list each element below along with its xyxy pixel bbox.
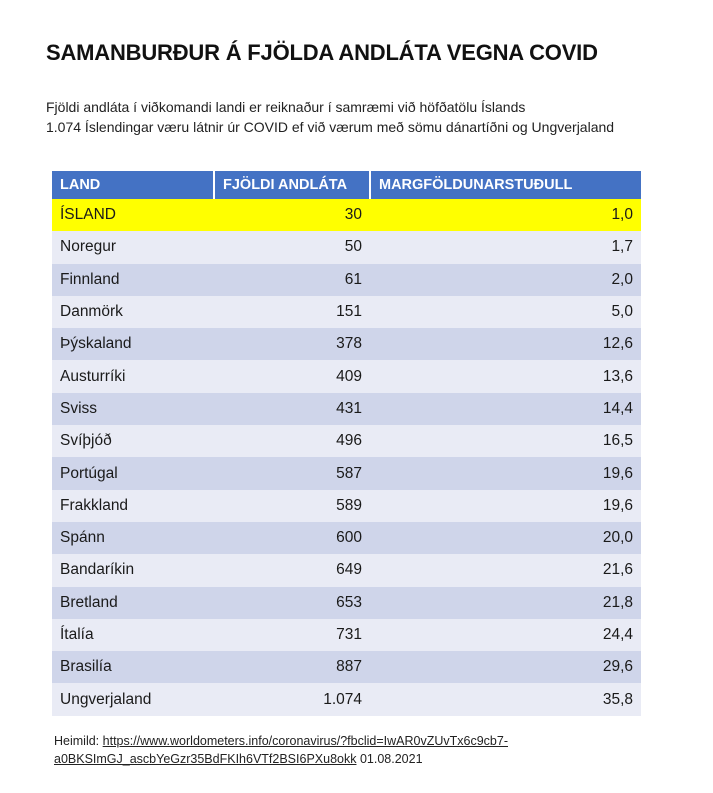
cell-land: Finnland — [52, 264, 214, 296]
cell-multiplier: 5,0 — [370, 296, 641, 328]
table-row — [52, 522, 641, 554]
cell-multiplier: 14,4 — [370, 393, 641, 425]
cell-multiplier: 21,8 — [370, 587, 641, 619]
cell-deaths: 151 — [214, 296, 370, 328]
cell-deaths: 731 — [214, 619, 370, 651]
cell-land: ÍSLAND — [52, 199, 214, 231]
cell-land: Frakkland — [52, 490, 214, 522]
page-title: SAMANBURÐUR Á FJÖLDA ANDLÁTA VEGNA COVID — [46, 40, 598, 65]
cell-multiplier: 35,8 — [370, 683, 641, 715]
cell-land: Noregur — [52, 231, 214, 263]
table-row — [52, 231, 641, 263]
cell-deaths: 61 — [214, 264, 370, 296]
table-row — [52, 393, 641, 425]
cell-multiplier: 24,4 — [370, 619, 641, 651]
table-row — [52, 683, 641, 715]
cell-land: Spánn — [52, 522, 214, 554]
header-land: LAND — [52, 171, 214, 199]
cell-multiplier: 20,0 — [370, 522, 641, 554]
table-row — [52, 296, 641, 328]
table-row — [52, 651, 641, 683]
cell-deaths: 409 — [214, 360, 370, 392]
table-row — [52, 457, 641, 489]
cell-multiplier: 29,6 — [370, 651, 641, 683]
source-url-line-1: https://www.worldometers.info/coronavirus/?fbclid=IwAR0vZUvTx6c9cb7- — [102, 734, 508, 748]
table-row — [52, 587, 641, 619]
cell-multiplier: 16,5 — [370, 425, 641, 457]
cell-multiplier: 12,6 — [370, 328, 641, 360]
cell-land: Austurríki — [52, 360, 214, 392]
header-multiplier: MARGFÖLDUNARSTUÐULL — [370, 171, 641, 199]
table-row — [52, 199, 641, 231]
cell-land: Sviss — [52, 393, 214, 425]
source-date: 01.08.2021 — [359, 752, 423, 766]
cell-multiplier: 19,6 — [370, 457, 641, 489]
table-row — [52, 619, 641, 651]
source-link[interactable] — [54, 734, 508, 766]
table-row — [52, 425, 641, 457]
cell-land: Brasilía — [52, 651, 214, 683]
header-deaths: FJÖLDI ANDLÁTA — [214, 171, 370, 199]
cell-multiplier: 13,6 — [370, 360, 641, 392]
cell-multiplier: 1,0 — [370, 199, 641, 231]
subtitle-line-2: 1.074 Íslendingar væru látnir úr COVID ef við værum með sömu dánartíðni og Ungverjaland — [46, 119, 615, 135]
cell-deaths: 378 — [214, 328, 370, 360]
comparison-table — [52, 171, 641, 716]
cell-deaths: 431 — [214, 393, 370, 425]
table-row — [52, 554, 641, 586]
cell-deaths: 887 — [214, 651, 370, 683]
cell-multiplier: 2,0 — [370, 264, 641, 296]
cell-multiplier: 21,6 — [370, 554, 641, 586]
table-row — [52, 490, 641, 522]
table-row — [52, 360, 641, 392]
cell-deaths: 1.074 — [214, 683, 370, 715]
table-header-row — [52, 171, 641, 199]
source-url-line-2: a0BKSImGJ_ascbYeGzr35BdFKIh6VTf2BSI6PXu8okk — [54, 752, 357, 766]
cell-multiplier: 19,6 — [370, 490, 641, 522]
cell-land: Ítalía — [52, 619, 214, 651]
cell-deaths: 600 — [214, 522, 370, 554]
cell-land: Danmörk — [52, 296, 214, 328]
cell-land: Ungverjaland — [52, 683, 214, 715]
cell-land: Svíþjóð — [52, 425, 214, 457]
table-row — [52, 328, 641, 360]
table-body — [52, 199, 641, 716]
cell-land: Þýskaland — [52, 328, 214, 360]
cell-deaths: 50 — [214, 231, 370, 263]
cell-land: Bandaríkin — [52, 554, 214, 586]
cell-deaths: 649 — [214, 554, 370, 586]
cell-deaths: 30 — [214, 199, 370, 231]
cell-land: Bretland — [52, 587, 214, 619]
source-label: Heimild: — [54, 734, 100, 748]
cell-deaths: 589 — [214, 490, 370, 522]
subtitle-line-1: Fjöldi andláta í viðkomandi landi er reiknaður í samræmi við höfðatölu Íslands — [46, 99, 526, 115]
cell-deaths: 653 — [214, 587, 370, 619]
table-row — [52, 264, 641, 296]
cell-deaths: 496 — [214, 425, 370, 457]
cell-land: Portúgal — [52, 457, 214, 489]
cell-multiplier: 1,7 — [370, 231, 641, 263]
source-note — [54, 732, 674, 768]
cell-deaths: 587 — [214, 457, 370, 489]
